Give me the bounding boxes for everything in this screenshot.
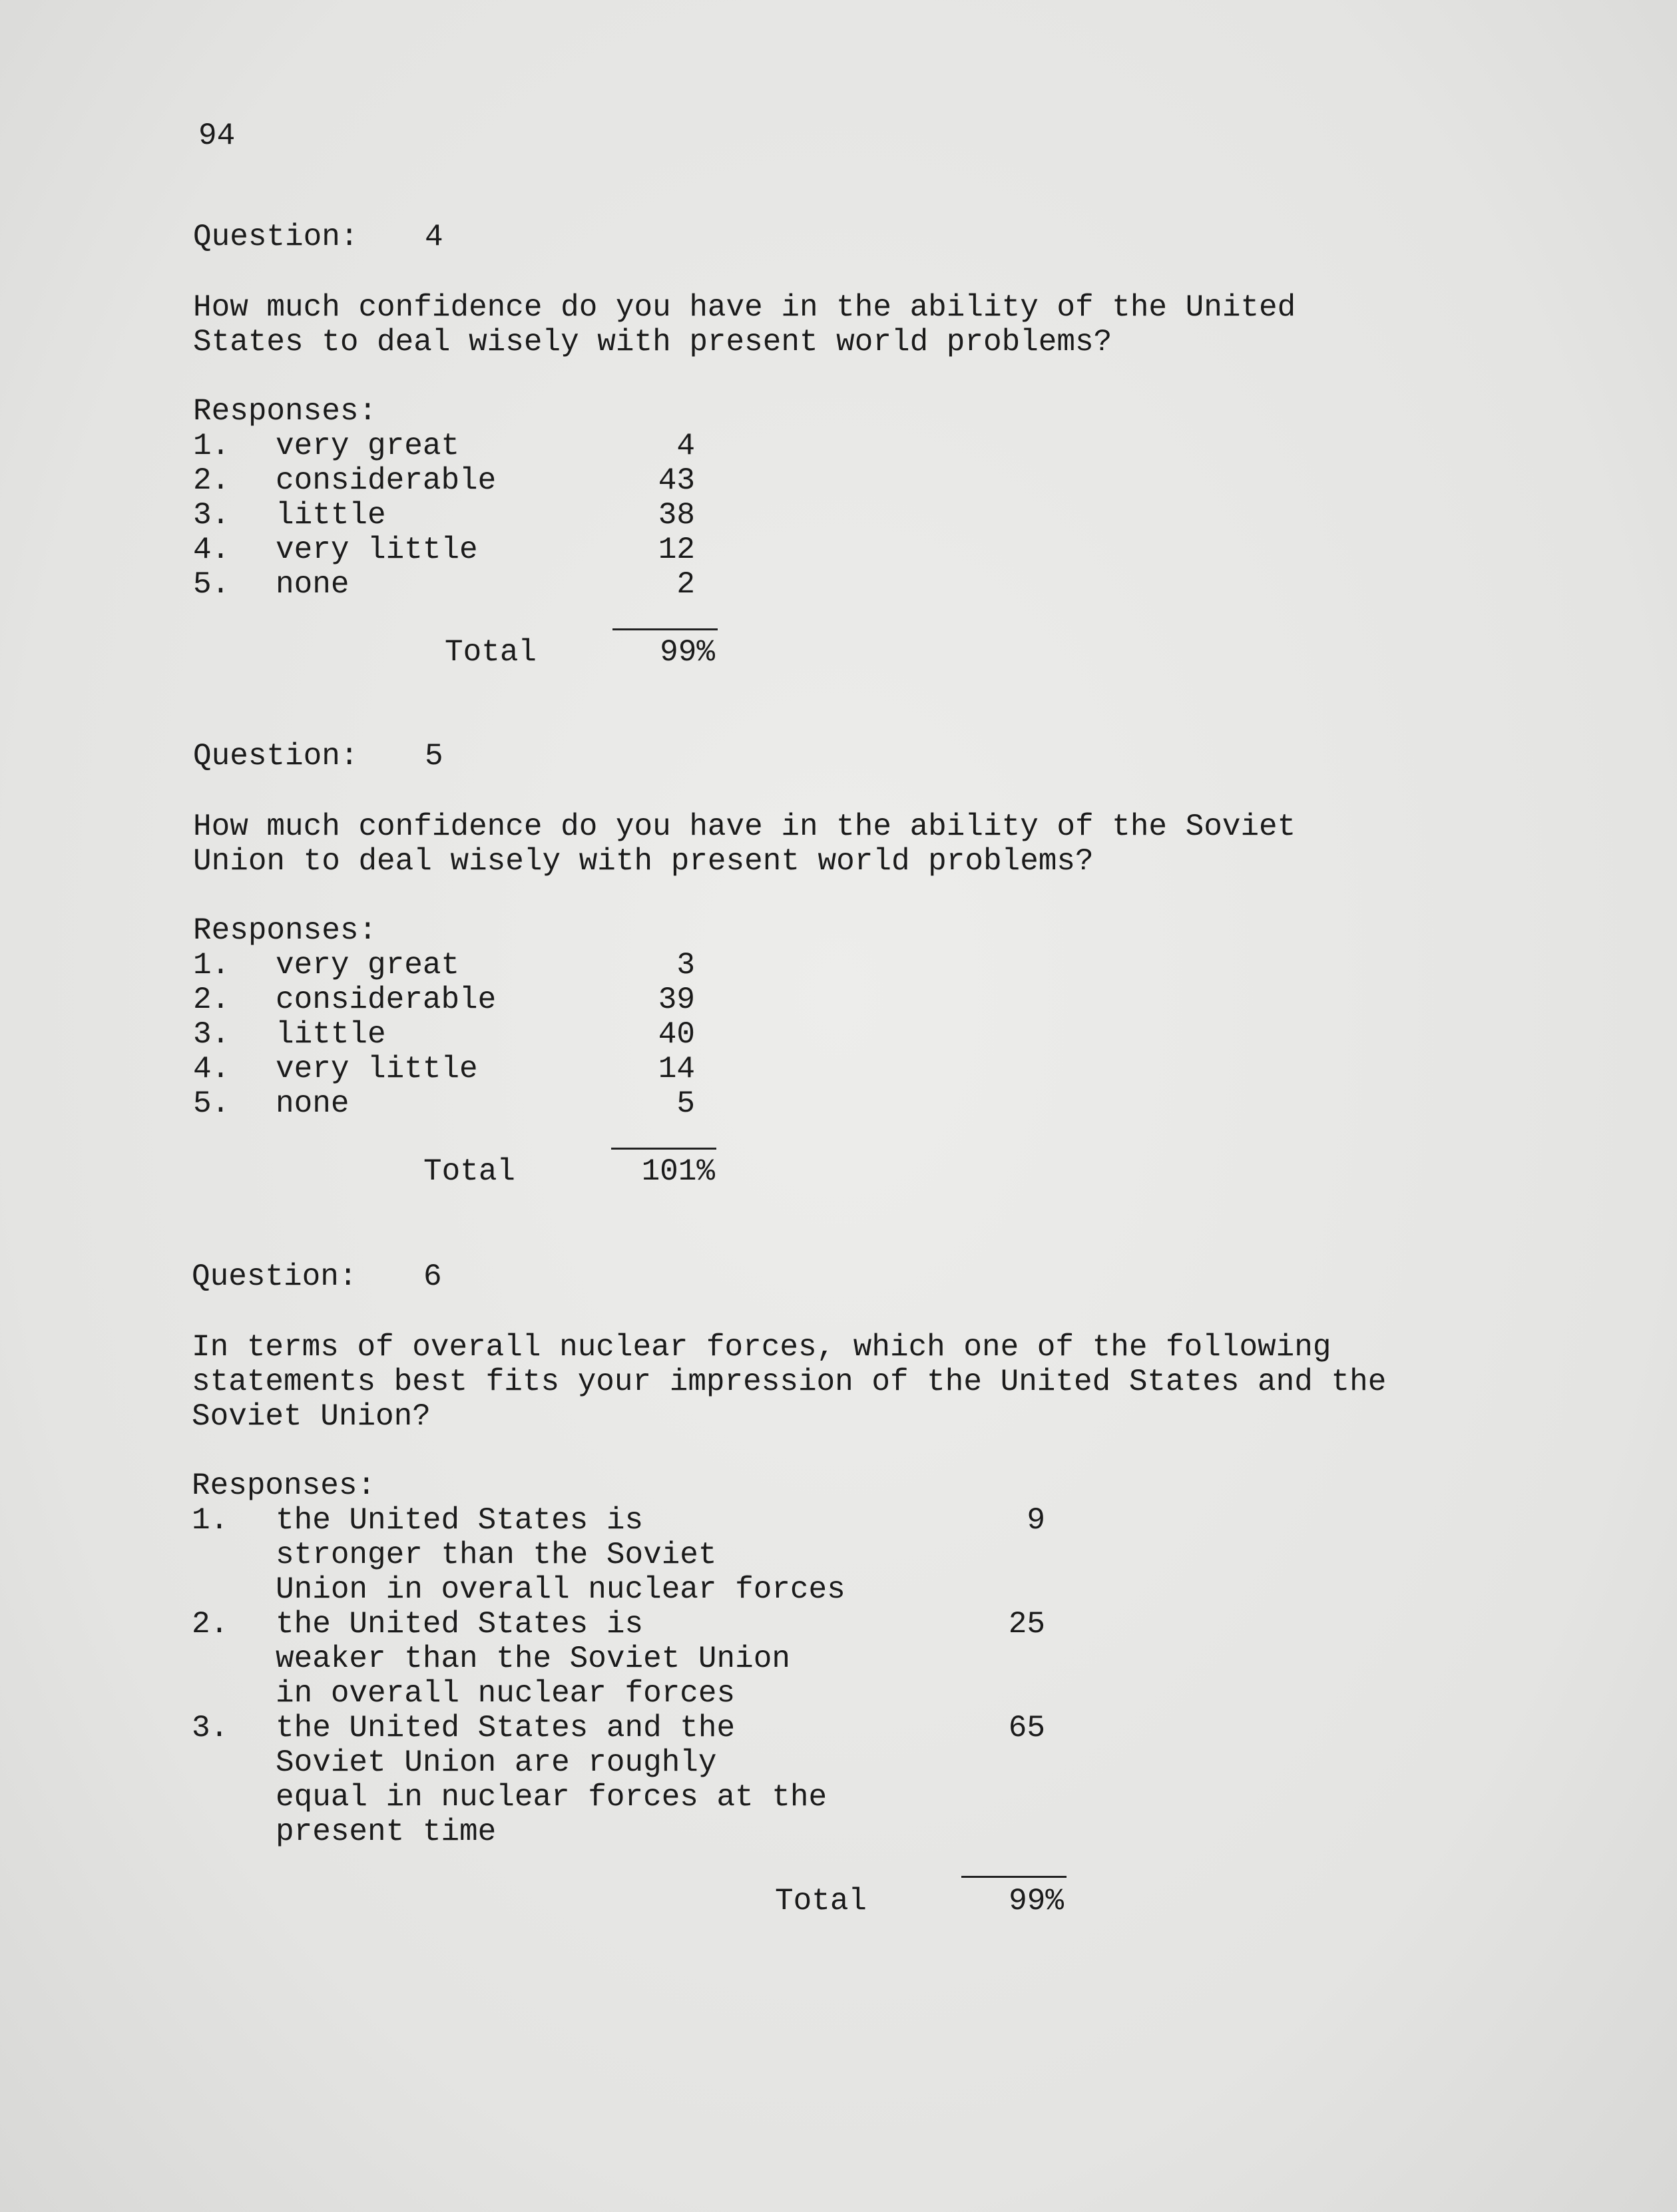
response-number: 2. <box>193 983 230 1017</box>
response-value: 43 <box>658 463 695 498</box>
total-rule <box>611 1148 716 1150</box>
response-value: 39 <box>658 983 695 1017</box>
question-text-line: How much confidence do you have in the ability of the United <box>193 290 1296 325</box>
response-text: Union in overall nuclear forces <box>276 1572 845 1607</box>
question-number: 4 <box>425 220 443 254</box>
response-number: 3. <box>192 1711 229 1745</box>
response-number: 3. <box>193 498 230 533</box>
responses-label: Responses: <box>192 1468 376 1503</box>
question-text-line: In terms of overall nuclear forces, which one of the following <box>192 1330 1331 1365</box>
response-number: 1. <box>192 1503 229 1538</box>
response-number: 4. <box>193 533 230 567</box>
response-text: in overall nuclear forces <box>276 1676 736 1711</box>
total-value: 99% <box>1009 1884 1064 1918</box>
responses-label: Responses: <box>193 913 377 948</box>
response-text: none <box>276 567 350 602</box>
response-number: 1. <box>193 429 230 463</box>
question-text-line: statements best fits your impression of the United States and the <box>192 1365 1387 1399</box>
total-label: Total <box>445 635 537 670</box>
response-number: 1. <box>193 948 230 983</box>
response-text: considerable <box>276 983 497 1017</box>
total-value: 99% <box>660 635 715 670</box>
response-number: 2. <box>192 1607 229 1642</box>
response-value: 3 <box>676 948 695 983</box>
response-value: 4 <box>676 429 695 463</box>
response-value: 2 <box>676 567 695 602</box>
response-text: very little <box>276 533 478 567</box>
response-value: 25 <box>1008 1607 1045 1642</box>
total-value: 101% <box>641 1154 715 1189</box>
response-text: Soviet Union are roughly <box>276 1745 717 1780</box>
responses-label: Responses: <box>193 394 377 429</box>
question-number: 5 <box>425 739 443 774</box>
total-label: Total <box>423 1154 516 1189</box>
response-number: 2. <box>193 463 230 498</box>
response-text: the United States is <box>276 1607 644 1642</box>
question-text-line: States to deal wisely with present world problems? <box>193 325 1112 359</box>
response-value: 40 <box>658 1017 695 1052</box>
response-text: stronger than the Soviet <box>276 1538 717 1572</box>
response-text: considerable <box>276 463 497 498</box>
response-text: very great <box>276 429 460 463</box>
response-number: 5. <box>193 1086 230 1121</box>
total-rule <box>612 628 718 630</box>
total-rule <box>961 1876 1067 1878</box>
response-text: little <box>276 498 386 533</box>
question-label: Question: <box>193 220 359 254</box>
response-value: 38 <box>658 498 695 533</box>
response-text: little <box>276 1017 386 1052</box>
response-value: 65 <box>1008 1711 1045 1745</box>
question-text-line: How much confidence do you have in the ability of the Soviet <box>193 809 1296 844</box>
page-number: 94 <box>198 118 236 153</box>
response-text: the United States is <box>276 1503 644 1538</box>
response-text: very great <box>276 948 460 983</box>
response-text: present time <box>276 1815 497 1849</box>
question-text-line: Soviet Union? <box>192 1399 431 1434</box>
response-value: 5 <box>676 1086 695 1121</box>
response-value: 14 <box>658 1052 695 1086</box>
response-number: 5. <box>193 567 230 602</box>
response-text: equal in nuclear forces at the <box>276 1780 828 1815</box>
response-number: 4. <box>193 1052 230 1086</box>
question-text-line: Union to deal wisely with present world problems? <box>193 844 1094 879</box>
response-text: weaker than the Soviet Union <box>276 1642 790 1676</box>
response-text: none <box>276 1086 350 1121</box>
response-text: the United States and the <box>276 1711 736 1745</box>
response-value: 12 <box>658 533 695 567</box>
question-number: 6 <box>423 1259 442 1294</box>
total-label: Total <box>775 1884 867 1918</box>
question-label: Question: <box>192 1259 358 1294</box>
response-value: 9 <box>1027 1503 1045 1538</box>
question-label: Question: <box>193 739 359 774</box>
response-text: very little <box>276 1052 478 1086</box>
response-number: 3. <box>193 1017 230 1052</box>
